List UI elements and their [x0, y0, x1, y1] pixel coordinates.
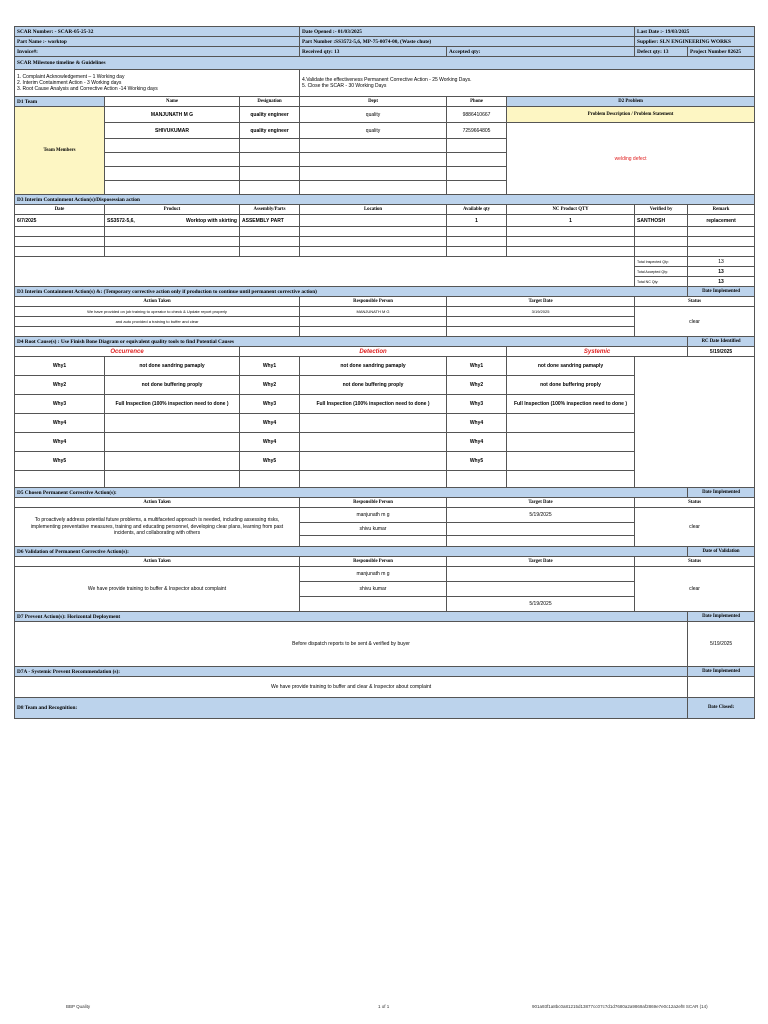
d3-col-verified: Verified by	[635, 205, 688, 215]
d5-target: 5/19/2025	[447, 508, 635, 523]
d3-date: 6/7/2025	[15, 215, 105, 227]
milestone-2: 2. Interim Containment Action - 3 Working days	[17, 80, 122, 86]
d3-col-remark: Remark	[688, 205, 755, 215]
why3-det: Full Inspection (100% inspection need to done )	[300, 395, 447, 414]
why3-occ: Full Inspection (100% inspection need to done )	[105, 395, 240, 414]
member-2-name: SHIVUKUMAR	[105, 123, 240, 139]
milestone-5: 5. Close the SCAR - 30 Working Days	[302, 83, 387, 89]
d5-status: clear	[635, 508, 755, 547]
d3-nc: 1	[507, 215, 635, 227]
d4-head-detection: Detection	[240, 347, 507, 357]
invoice: Invoice#:	[15, 47, 300, 57]
why1-sys: not done sandring pamaply	[507, 357, 635, 376]
part-number: Part Number :SS3572-5,6, MP-75-0074-00, (Waste chute)	[300, 37, 635, 47]
d3a-col-action: Action Taken	[15, 297, 300, 307]
part-name: Part Name :- worktop	[15, 37, 300, 47]
total-accepted-value: 13	[688, 267, 755, 277]
d6-title: D6 Validation of Permanent Corrective Action(s):	[15, 547, 688, 557]
why2-occ-label: Why2	[15, 376, 105, 395]
d6-action: We have provide training to buffer & Inspector about complaint	[15, 567, 300, 612]
why2-occ: not done buffering proply	[105, 376, 240, 395]
why5-det-label: Why5	[240, 452, 300, 471]
footer-left: BBP Quality	[66, 1004, 91, 1009]
d7a-date-label: Date Implemented	[688, 667, 755, 677]
d3a-col-status: Status	[635, 297, 755, 307]
d3-col-location: Location	[300, 205, 447, 215]
d3-col-available: Available qty	[447, 205, 507, 215]
d5-col-action: Action Taken	[15, 498, 300, 508]
why5-sys-label: Why5	[447, 452, 507, 471]
member-2-designation: quality engineer	[240, 123, 300, 139]
member-1-designation: quality engineer	[240, 107, 300, 123]
project-number: Project Number 82625	[688, 47, 755, 57]
milestone-4: 4.Validate the effectiveness Permanent Corrective Action - 25 Working Days.	[302, 77, 472, 83]
footer-right: 901a93f1a8bc0a81215d13877cc07c7d1d7680a2a9869af2869e7e0c12a2ef8 SCAR (14)	[532, 1004, 708, 1009]
footer-page: 1 of 1	[378, 1004, 390, 1009]
member-2-phone: 7259664805	[447, 123, 507, 139]
d7-text: Before dispatch reports to be sent & verified by buyer	[15, 622, 688, 667]
scar-table	[14, 26, 755, 357]
d4-head-occurrence: Occurrence	[15, 347, 240, 357]
d1-title: D1 Team	[15, 97, 105, 107]
d4-why-table	[14, 356, 755, 488]
why5-occ-label: Why5	[15, 452, 105, 471]
total-inspected-label: Total Inspected Qty:	[635, 257, 688, 267]
d7-date-label: Date Implemented	[688, 612, 755, 622]
d2-subtitle: Problem Description / Problem Statement	[507, 107, 755, 123]
why4-occ-label: Why4	[15, 414, 105, 433]
d3a-responsible: MANJUNATH M G	[300, 307, 447, 317]
why1-occ: not done sandring pamaply	[105, 357, 240, 376]
d1-col-name: Name	[105, 97, 240, 107]
team-members-label: Team Members	[15, 107, 105, 195]
d7-date: 5/19/2025	[688, 622, 755, 667]
d5-title: D5 Chosen Permanent Corrective Action(s):	[15, 488, 688, 498]
date-opened: Date Opened :- 01/03/2025	[300, 27, 635, 37]
scar-form	[14, 26, 754, 719]
received-qty: Received qty: 13	[300, 47, 447, 57]
milestone-1: 1. Complaint Acknowledgement – 1 Working day	[17, 74, 125, 80]
d3-verified: SANTHOSH	[635, 215, 688, 227]
d1-col-phone: Phone	[447, 97, 507, 107]
d3-remark: replacement	[688, 215, 755, 227]
total-inspected-value: 13	[688, 257, 755, 267]
d5-date-label: Date Implemented	[688, 488, 755, 498]
why1-det-label: Why1	[240, 357, 300, 376]
d6-responsible-1: manjunath m g	[300, 567, 447, 582]
supplier: Supplier: SLN ENGINEERING WORKS	[635, 37, 755, 47]
why4b-occ-label: Why4	[15, 433, 105, 452]
milestone-3: 3. Root Cause Analysis and Corrective Action -14 Working days	[17, 86, 158, 92]
d6-date-label: Date of Validation	[688, 547, 755, 557]
last-date: Last Date :- 19/03/2025	[635, 27, 755, 37]
d3-available: 1	[447, 215, 507, 227]
d6-target: 5/19/2025	[447, 597, 635, 612]
d6-col-target: Target Date	[447, 557, 635, 567]
why1-det: not done sandring pamaply	[300, 357, 447, 376]
why1-sys-label: Why1	[447, 357, 507, 376]
d3a-target: 3/19/2025	[447, 307, 635, 317]
why2-sys-label: Why2	[447, 376, 507, 395]
d5-d8-table	[14, 487, 755, 719]
d6-col-responsible: Responsible Person	[300, 557, 447, 567]
d3a-status: clear	[635, 307, 755, 337]
d8-title: D8 Team and Recognition:	[15, 698, 688, 719]
why4-det-label: Why4	[240, 414, 300, 433]
d3-product: SS3572-5,6, Worktop with skirting	[105, 215, 240, 227]
milestones-right	[300, 70, 755, 97]
member-1-name: MANJUNATH M G	[105, 107, 240, 123]
d4-title: D4 Root Cause(s) : Use Finish Bone Diagram or equivalent quality tools to find Potential Causes	[15, 337, 688, 347]
d6-col-action: Action Taken	[15, 557, 300, 567]
d3-assembly: ASSEMBLY PART	[240, 215, 300, 227]
accepted-qty: Accepted qty:	[447, 47, 635, 57]
d3a-action-2: and auto provided a training to buffer and clear	[15, 317, 300, 327]
d5-responsible-2: shivu kumar	[300, 523, 447, 536]
d3a-col-target: Target Date	[447, 297, 635, 307]
d2-problem-text: welding defect	[507, 123, 755, 195]
d5-col-status: Status	[635, 498, 755, 508]
member-1-phone: 9886410667	[447, 107, 507, 123]
why2-det: not done buffering proply	[300, 376, 447, 395]
d7a-title: D7A - Systemic Prevent Recommendation (s):	[15, 667, 688, 677]
d7a-text: We have provide training to buffer and clear & Inspector about complaint	[15, 677, 688, 698]
milestone-title: SCAR Milestone timeline & Guidelines	[15, 57, 755, 70]
d5-col-responsible: Responsible Person	[300, 498, 447, 508]
d7-title: D7 Prevent Action(s): Horizontal Deployment	[15, 612, 688, 622]
d3-title: D3 Interim Containment Action(s)/Disposessian action	[15, 195, 755, 205]
total-nc-value: 13	[688, 277, 755, 287]
total-accepted-label: Total Accepted Qty:	[635, 267, 688, 277]
milestones-left	[15, 70, 300, 97]
why3-sys: Full Inspection (100% inspection need to done )	[507, 395, 635, 414]
d4-head-systemic: Systemic	[507, 347, 688, 357]
why3-det-label: Why3	[240, 395, 300, 414]
d3a-col-responsible-2: Responsible Person	[300, 297, 447, 307]
d5-action: To proactively address potential future problems, a multifaceted approach is needed, including assessing risks, implementing preventative measures, training and educating personnel, developing clear plans, learning from past incidents, and collaborating with others	[15, 508, 300, 547]
d6-responsible-2: shivu kumar	[300, 582, 447, 597]
d4-date: 5/19/2025	[688, 347, 755, 357]
d4-date-label: RC Date Identified	[688, 337, 755, 347]
scar-number: SCAR Number: - SCAR-05-25-32	[15, 27, 300, 37]
why1-occ-label: Why1	[15, 357, 105, 376]
d6-status: clear	[635, 567, 755, 612]
d5-responsible-1: manjunath m g	[300, 508, 447, 523]
why3-sys-label: Why3	[447, 395, 507, 414]
d1-col-dept: Dept	[300, 97, 447, 107]
d2-title: D2 Problem	[507, 97, 755, 107]
defect-qty: Defect qty: 13	[635, 47, 688, 57]
d1-col-designation: Designation	[240, 97, 300, 107]
d3-col-date: Date	[15, 205, 105, 215]
d3-col-product: Product	[105, 205, 240, 215]
why2-det-label: Why2	[240, 376, 300, 395]
d3a-title: D3 Interim Containment Action(s) &: (Temporary corrective action only if production to continue until permanent corrective action)	[15, 287, 688, 297]
total-nc-label: Total NC Qty:	[635, 277, 688, 287]
d3a-date-label: Date Implemented	[688, 287, 755, 297]
member-2-dept: quality	[300, 123, 447, 139]
member-1-dept: quality	[300, 107, 447, 123]
d6-col-status: Status	[635, 557, 755, 567]
why4b-det-label: Why4	[240, 433, 300, 452]
d5-col-target: Target Date	[447, 498, 635, 508]
d3-col-assembly: Assembly/Parts	[240, 205, 300, 215]
why3-occ-label: Why3	[15, 395, 105, 414]
d3a-action-1: We have provided on job training to operator to check & Update report properly	[15, 307, 300, 317]
d3-location	[300, 215, 447, 227]
d3-col-nc: NC Product QTY	[507, 205, 635, 215]
why4-sys-label: Why4	[447, 414, 507, 433]
why2-sys: not done buffering proply	[507, 376, 635, 395]
why4b-sys-label: Why4	[447, 433, 507, 452]
d8-date-label: Date Closed:	[688, 698, 755, 719]
